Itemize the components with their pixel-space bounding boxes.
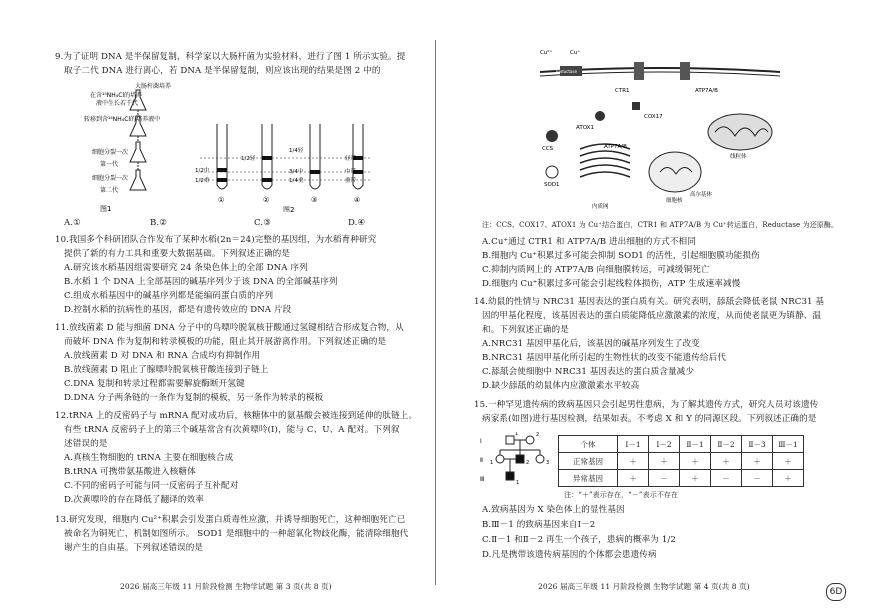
q15-option-a: A.致病基因为 X 染色体上的显性基因 xyxy=(482,505,625,515)
band xyxy=(262,178,272,182)
sod1 xyxy=(546,166,558,178)
table-cell: ＋ xyxy=(773,470,804,487)
q13-option-b: B.细胞内 Cu⁺积累过多可能会抑制 SOD1 的活性，引起细胞膜功能损伤 xyxy=(482,251,760,261)
diagram-label: COX17 xyxy=(644,114,663,120)
fig1-label: 大肠杆菌培养 xyxy=(135,83,172,90)
q10-option-c: C.组成水稻基因中的碱基序列都是能编码蛋白质的序列 xyxy=(64,291,274,301)
q9-figure1 xyxy=(60,80,180,215)
table-header: Ⅱ－1 xyxy=(680,436,711,453)
q12-option-b: B.tRNA 可携带氨基酸进入核糖体 xyxy=(64,467,196,477)
band xyxy=(217,168,227,172)
fig1-label: 细胞分裂一次 xyxy=(92,175,129,182)
table-header: Ⅱ－2 xyxy=(711,436,742,453)
q15-option-c: C.Ⅱ－1 和Ⅱ－2 再生一个孩子，患病的概率为 1/2 xyxy=(482,535,676,545)
band xyxy=(310,170,320,174)
generation-label: Ⅲ xyxy=(480,476,485,483)
q11-line: 而破坏 DNA 作为复制和转录模板的功能，阻止其开展游离作用。下列叙述正确的是 xyxy=(64,337,387,347)
fig1-label: 第一代 xyxy=(100,161,119,168)
table-header: Ⅰ－1 xyxy=(618,436,649,453)
fig2-label: 1/4轻 xyxy=(289,148,304,154)
table-header: Ⅲ－1 xyxy=(773,436,804,453)
q11-option-b: B.放线菌素 D 阻止了腺嘌呤脱氧核苷酸连接到子链上 xyxy=(64,365,269,375)
q9-option-c: C.③ xyxy=(254,218,272,228)
diagram-label: 内质网 xyxy=(592,204,609,210)
fig1-label: 在含¹⁵NH₄Cl的培养 xyxy=(90,92,143,99)
diagram-label: ATOX1 xyxy=(576,125,594,131)
table-row xyxy=(559,470,804,487)
q11-line: 11.放线菌素 D 能与细菌 DNA 分子中的鸟嘌呤脱氧核苷酸通过氢键相结合形成复合物，从 xyxy=(55,323,404,333)
q9-stem-line2: 取子二代 DNA 进行离心，若 DNA 是半保留复制，则应该出现的结果是图 2 中的 xyxy=(64,66,381,76)
fig2-label: 1/2重 xyxy=(195,178,210,184)
tube-number: ① xyxy=(218,196,225,204)
table-cell: ＋ xyxy=(711,453,742,470)
q13-option-c: C.抑制内质网上的 ATP7A/B 向细胞膜转运，可减缓铜死亡 xyxy=(482,265,710,275)
q12-option-c: C.不同的密码子可能与同一反密码子互补配对 xyxy=(64,481,239,491)
diagram-label: 线粒体 xyxy=(730,154,747,160)
q10-option-d: D.控制水稻的抗病性的基因，都是有遗传效应的 DNA 片段 xyxy=(64,305,292,315)
pedigree-male xyxy=(506,436,514,444)
q10-option-a: A.研究该水稻基因组需要研究 24 条染色体上的全部 DNA 序列 xyxy=(64,263,308,273)
fig1-caption: 图1 xyxy=(100,205,112,213)
q15-line: 15.一种罕见遗传病的致病基因只会引起男性患病，为了解其遗传方式，研究人员对该遗传 xyxy=(474,400,819,410)
pedigree-female xyxy=(526,436,534,444)
pedigree-affected-male xyxy=(506,472,514,480)
diagram-label: CTR1 xyxy=(615,88,630,94)
atp7ab-channel xyxy=(680,62,690,80)
q10-line: 提供了新的有力工具和重要大数据基础。下列叙述正确的是 xyxy=(64,249,291,259)
q13-line: 13.研究发现，细胞内 Cu²⁺积累会引发蛋白质毒性应激，并诱导细胞死亡，这种细胞死亡已 xyxy=(55,515,406,525)
fig2-caption: 图2 xyxy=(283,206,295,212)
fig2-label: 1/2中 xyxy=(195,168,210,174)
table-row-label: 异常基因 xyxy=(559,470,618,487)
fig1-label: 细胞分裂一次 xyxy=(92,149,129,156)
ccs xyxy=(546,130,558,142)
q9-stem-line1: 9.为了证明 DNA 是半保留复制，科学家以大肠杆菌为实验材料，进行了图 1 所示实验。提 xyxy=(55,52,406,62)
table-cell: ＋ xyxy=(742,453,773,470)
generation-label: Ⅱ xyxy=(480,457,483,464)
q11-option-c: C.DNA 复制和转录过程都需要解旋酶断开氢键 xyxy=(64,379,245,389)
diagram-label: CCS xyxy=(542,146,554,152)
q12-line: 12.tRNA 上的反密码子与 mRNA 配对成功后，核糖体中的氨基酸会被连接到延伸的肽链上。 xyxy=(55,411,418,421)
q9-option-d: D.④ xyxy=(348,218,366,228)
fig2-label: 轻带 xyxy=(345,156,357,162)
table-row xyxy=(559,453,804,470)
pedigree-affected-male xyxy=(516,455,524,463)
table-cell: － xyxy=(742,470,773,487)
diagram-label: ATP7A/B xyxy=(695,88,718,94)
q11-option-d: D.DNA 分子两条链的一条作为复制的模板，另一条作为转录的模板 xyxy=(64,393,324,403)
table-cell: ＋ xyxy=(618,470,649,487)
corner-mark: 6D xyxy=(826,583,846,601)
q14-option-a: A.NRC31 基因甲基化后，该基因的碱基序列发生了改变 xyxy=(482,339,700,349)
fig2-label: 重带 xyxy=(345,178,357,184)
pedigree-number: 2 xyxy=(526,460,530,466)
atox1 xyxy=(595,111,605,121)
diagram-label: Cu²⁺ xyxy=(540,50,553,56)
mitochondrion xyxy=(708,114,772,150)
generation-label: Ⅰ xyxy=(480,438,482,445)
q15-option-d: D.凡是携带该遗传病基因的个体都会患遗传病 xyxy=(482,550,657,560)
diagram-label: Reductase xyxy=(556,69,577,74)
table-cell: ＋ xyxy=(680,470,711,487)
fig2-label: 1/2轻 xyxy=(241,156,256,162)
q15-gene-table xyxy=(558,435,804,487)
q10-line: 10.我国多个科研团队合作发布了某种水稻(2n＝24)完整的基因组，为水稻育种研究 xyxy=(55,235,377,245)
q12-option-a: A.真核生物细胞的 tRNA 主要在细胞核合成 xyxy=(64,453,234,463)
diagram-label: ATP7A/B xyxy=(604,144,627,150)
diagram-label: Cu⁺ xyxy=(570,50,581,56)
table-cell: ＋ xyxy=(773,453,804,470)
q9-option-a: A.① xyxy=(64,218,81,228)
fig2-label: 1/4重 xyxy=(289,178,304,184)
q14-option-b: B.NRC31 基因甲基化所引起的生物性状的改变不能遗传给后代 xyxy=(482,353,727,363)
ctr1-channel xyxy=(634,62,644,80)
diagram-label: SOD1 xyxy=(544,182,560,188)
pedigree-number: 3 xyxy=(546,460,550,466)
diagram-label: 高尔基体 xyxy=(690,192,713,198)
fig2-label: 中带 xyxy=(345,169,357,175)
q15-table-note: 注：“＋”表示存在，“－”表示不存在 xyxy=(564,491,679,499)
table-header: Ⅰ－2 xyxy=(649,436,680,453)
q10-option-b: B.水稻 1 个 DNA 上全部基因的碱基序列少于该 DNA 的全部碱基序列 xyxy=(64,277,338,287)
table-cell: ＋ xyxy=(680,453,711,470)
q14-line: 和。下列叙述正确的是 xyxy=(482,325,569,335)
tube-number: ④ xyxy=(354,196,361,204)
q9-option-b: B.② xyxy=(150,218,168,228)
pedigree-female xyxy=(536,455,544,463)
q12-line: 有些 tRNA 反密码子上的第三个碱基常含有次黄嘌呤(I)，能与 C、U、A 配对。下列叙 xyxy=(64,425,400,435)
q12-line: 述错误的是 xyxy=(64,439,108,449)
pedigree-number: 1 xyxy=(516,480,520,486)
q13-option-d: D.细胞内 Cu⁺积累过多可能会引起线粒体损伤，ATP 生成速率减慢 xyxy=(482,279,741,289)
flask-3 xyxy=(130,142,146,162)
q11-option-a: A.放线菌素 D 对 DNA 和 RNA 合成均有抑制作用 xyxy=(64,351,261,361)
q14-line: 14.幼鼠的性情与 NRC31 基因表达的蛋白质有关。研究表明，舔舐会降低老鼠 NRC31 基 xyxy=(474,297,825,307)
q13-diagram-note: 注：CCS、COX17、ATOX1 为 Cu⁺结合蛋白，CTR1 和 ATP7A/B 为 Cu⁺转运蛋白，Reductase 为还原酶。 xyxy=(482,221,839,229)
table-cell: ＋ xyxy=(618,453,649,470)
tube-number: ② xyxy=(263,196,270,204)
page-divider xyxy=(435,40,436,585)
flask-4 xyxy=(130,170,146,190)
fig2-label: 3/4中 xyxy=(289,169,304,175)
pedigree-number: 2 xyxy=(536,432,540,438)
fig1-label: 第二代 xyxy=(100,187,119,194)
table-header: 个体 xyxy=(559,436,618,453)
pedigree-number: 1 xyxy=(515,432,519,437)
q14-option-c: C.舔舐会使细胞中 NRC31 基因表达的蛋白质含量减少 xyxy=(482,367,695,377)
table-row-label: 正常基因 xyxy=(559,453,618,470)
table-cell: － xyxy=(649,470,680,487)
tube-number: ③ xyxy=(311,196,318,204)
q13-option-a: A.Cu⁺通过 CTR1 和 ATP7A/B 进出细胞的方式不相同 xyxy=(482,237,696,247)
page-3 xyxy=(0,0,432,615)
band xyxy=(262,156,272,160)
q13-copper-diagram xyxy=(540,44,780,214)
q9-figure2 xyxy=(195,120,375,212)
q15-option-b: B.Ⅲ－1 的致病基因来自Ⅰ－2 xyxy=(482,520,596,530)
q14-line: 因的甲基化程度，该基因表达的蛋白质能降低应激激素的浓度，从而使老鼠更为镇静、温 xyxy=(482,311,822,321)
table-cell: ＋ xyxy=(649,453,680,470)
table-header: Ⅱ－3 xyxy=(742,436,773,453)
tube-3 xyxy=(310,124,320,189)
q13-line: 谢产生的自由基。下列叙述错误的是 xyxy=(64,543,204,553)
diagram-label: 细胞核 xyxy=(666,198,683,204)
cox17 xyxy=(632,102,640,110)
q15-pedigree xyxy=(478,432,556,488)
pedigree-number: 1 xyxy=(490,460,494,466)
q14-option-d: D.缺少舔舐的幼鼠体内应激激素水平较高 xyxy=(482,381,640,391)
fig1-label: 液中生长若干代 xyxy=(96,100,139,107)
page-footer: 2026 届高三年级 11 月阶段检测 生物学试题 第 3 页(共 8 页) xyxy=(120,582,332,591)
page-footer: 2026 届高三年级 11 月阶段检测 生物学试题 第 4 页(共 8 页) xyxy=(538,582,750,591)
q15-line: 病家系(如图)进行基因检测，结果如表。不考虑 X 和 Y 的同源区段。下列叙述正确的是 xyxy=(482,414,817,424)
q13-line: 被命名为铜死亡，机制如图所示。 SOD1 是细胞中的一种超氧化物歧化酶，能清除细胞代 xyxy=(64,529,409,539)
pedigree-female xyxy=(496,455,504,463)
table-cell: － xyxy=(711,470,742,487)
q12-option-d: D.次黄嘌呤的存在降低了翻译的效率 xyxy=(64,495,204,505)
table-header-row xyxy=(559,436,804,453)
fig1-label: 转移到含¹⁴NH₄Cl的培养液中 xyxy=(84,116,161,123)
band xyxy=(217,178,227,182)
